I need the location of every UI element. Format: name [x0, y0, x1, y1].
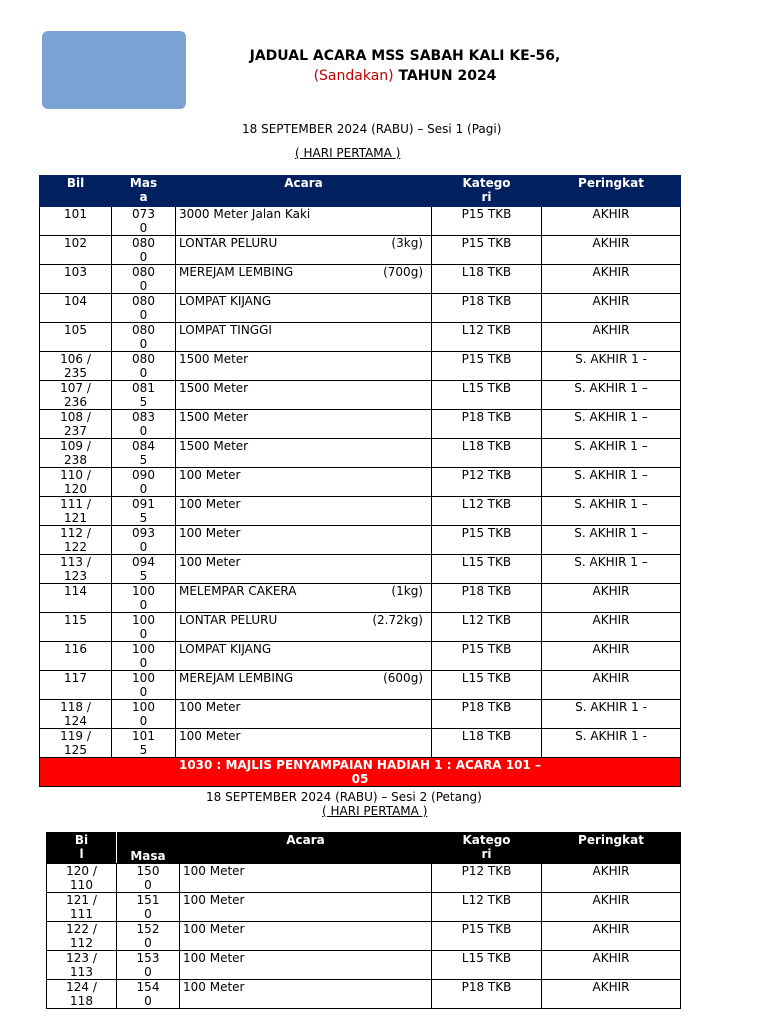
session2-day: ( HARI PERTAMA ) — [322, 804, 428, 818]
cell-kategori: P15 TKB — [432, 922, 542, 951]
cell-kategori: L15 TKB — [432, 951, 542, 980]
cell-acara — [176, 236, 432, 265]
event-weight: (3kg) — [391, 236, 423, 250]
cell-masa: 100 0 — [112, 584, 176, 613]
table-row — [40, 642, 681, 671]
cell-masa: 093 0 — [112, 526, 176, 555]
cell-peringkat: S. AKHIR 1 – — [542, 497, 681, 526]
cell-acara — [176, 642, 432, 671]
logo-placeholder — [42, 31, 186, 109]
cell-masa: 080 0 — [112, 352, 176, 381]
table-row — [40, 700, 681, 729]
cell-kategori: P15 TKB — [432, 207, 542, 236]
cell-bil: 101 — [40, 207, 112, 236]
cell-kategori: L15 TKB — [432, 381, 542, 410]
cell-acara — [176, 555, 432, 584]
table-row — [40, 381, 681, 410]
cell-peringkat: S. AKHIR 1 – — [542, 381, 681, 410]
event-weight: (1kg) — [391, 584, 423, 598]
event-name: 1500 Meter — [179, 352, 249, 366]
cell-acara — [176, 613, 432, 642]
cell-kategori: P18 TKB — [432, 294, 542, 323]
cell-bil: 110 / 120 — [40, 468, 112, 497]
cell-bil: 114 — [40, 584, 112, 613]
cell-acara: 100 Meter — [180, 922, 432, 951]
cell-peringkat: AKHIR — [542, 207, 681, 236]
cell-kategori: P15 TKB — [432, 236, 542, 265]
table-row — [40, 410, 681, 439]
table-row — [40, 555, 681, 584]
header-masa: Masa — [117, 833, 180, 864]
cell-bil: 121 / 111 — [47, 893, 117, 922]
cell-kategori: L12 TKB — [432, 323, 542, 352]
cell-acara — [176, 729, 432, 758]
table-row — [40, 236, 681, 265]
table-header-row — [47, 833, 681, 864]
cell-masa: 152 0 — [117, 922, 180, 951]
table-row — [47, 951, 681, 980]
cell-bil: 112 / 122 — [40, 526, 112, 555]
cell-bil: 105 — [40, 323, 112, 352]
cell-kategori: L12 TKB — [432, 613, 542, 642]
event-weight: (700g) — [383, 265, 423, 279]
cell-kategori: L15 TKB — [432, 555, 542, 584]
award-banner-row — [40, 758, 681, 787]
cell-bil: 122 / 112 — [47, 922, 117, 951]
cell-acara — [176, 439, 432, 468]
cell-peringkat: AKHIR — [542, 893, 681, 922]
cell-masa: 101 5 — [112, 729, 176, 758]
cell-bil: 116 — [40, 642, 112, 671]
header-bil: Bi l — [47, 833, 117, 864]
cell-bil: 109 / 238 — [40, 439, 112, 468]
cell-bil: 123 / 113 — [47, 951, 117, 980]
cell-masa: 154 0 — [117, 980, 180, 1009]
event-name: 100 Meter — [179, 497, 241, 511]
cell-masa: 080 0 — [112, 265, 176, 294]
header-peringkat: Peringkat — [542, 176, 681, 207]
cell-peringkat: AKHIR — [542, 671, 681, 700]
cell-masa: 153 0 — [117, 951, 180, 980]
cell-kategori: L15 TKB — [432, 671, 542, 700]
cell-peringkat: S. AKHIR 1 - — [542, 729, 681, 758]
cell-masa: 100 0 — [112, 613, 176, 642]
table-header-row — [40, 176, 681, 207]
event-name: 100 Meter — [179, 526, 241, 540]
cell-acara — [176, 352, 432, 381]
cell-peringkat: AKHIR — [542, 642, 681, 671]
cell-peringkat: S. AKHIR 1 – — [542, 410, 681, 439]
cell-masa: 094 5 — [112, 555, 176, 584]
event-name: 100 Meter — [179, 700, 241, 714]
cell-acara: 100 Meter — [180, 864, 432, 893]
table-row — [40, 265, 681, 294]
cell-peringkat: AKHIR — [542, 613, 681, 642]
cell-masa: 151 0 — [117, 893, 180, 922]
table-row — [47, 864, 681, 893]
cell-kategori: P12 TKB — [432, 468, 542, 497]
event-name: LOMPAT TINGGI — [179, 323, 272, 337]
event-name: 3000 Meter Jalan Kaki — [179, 207, 311, 221]
cell-bil: 111 / 121 — [40, 497, 112, 526]
cell-bil: 119 / 125 — [40, 729, 112, 758]
table-row — [47, 922, 681, 951]
header-peringkat: Peringkat — [542, 833, 681, 864]
cell-peringkat: AKHIR — [542, 323, 681, 352]
cell-peringkat: S. AKHIR 1 – — [542, 468, 681, 497]
cell-bil: 102 — [40, 236, 112, 265]
cell-bil: 106 / 235 — [40, 352, 112, 381]
table-row — [40, 729, 681, 758]
cell-peringkat: S. AKHIR 1 - — [542, 352, 681, 381]
table-row — [47, 893, 681, 922]
cell-masa: 091 5 — [112, 497, 176, 526]
cell-acara — [176, 526, 432, 555]
table-row — [40, 468, 681, 497]
cell-bil: 117 — [40, 671, 112, 700]
header-masa: Mas a — [112, 176, 176, 207]
page-subtitle — [190, 68, 620, 84]
event-name: LOMPAT KIJANG — [179, 294, 272, 308]
cell-masa: 081 5 — [112, 381, 176, 410]
session2-table — [46, 832, 681, 1009]
event-name: 1500 Meter — [179, 439, 249, 453]
cell-peringkat: S. AKHIR 1 – — [542, 439, 681, 468]
cell-acara — [176, 323, 432, 352]
cell-acara — [176, 410, 432, 439]
cell-peringkat: AKHIR — [542, 294, 681, 323]
table-row — [40, 207, 681, 236]
cell-acara — [176, 671, 432, 700]
cell-peringkat: AKHIR — [542, 236, 681, 265]
cell-peringkat: AKHIR — [542, 584, 681, 613]
table-row — [40, 439, 681, 468]
cell-acara: 100 Meter — [180, 951, 432, 980]
cell-peringkat: AKHIR — [542, 864, 681, 893]
cell-kategori: L18 TKB — [432, 265, 542, 294]
cell-acara: 100 Meter — [180, 893, 432, 922]
event-weight: (2.72kg) — [372, 613, 423, 627]
cell-masa: 100 0 — [112, 700, 176, 729]
event-name: 100 Meter — [179, 729, 241, 743]
table-row — [47, 980, 681, 1009]
table-row — [40, 584, 681, 613]
header-kategori: Katego ri — [432, 833, 542, 864]
cell-bil: 120 / 110 — [47, 864, 117, 893]
event-name: MEREJAM LEMBING — [179, 265, 294, 279]
table-row — [40, 323, 681, 352]
cell-bil: 103 — [40, 265, 112, 294]
cell-peringkat: S. AKHIR 1 - — [542, 700, 681, 729]
cell-kategori: P15 TKB — [432, 352, 542, 381]
event-name: LOMPAT KIJANG — [179, 642, 272, 656]
cell-masa: 083 0 — [112, 410, 176, 439]
cell-acara — [176, 497, 432, 526]
cell-peringkat: AKHIR — [542, 980, 681, 1009]
header-bil: Bil — [40, 176, 112, 207]
header-acara: Acara — [176, 176, 432, 207]
cell-masa: 090 0 — [112, 468, 176, 497]
session1-day: ( HARI PERTAMA ) — [295, 146, 401, 160]
cell-peringkat: AKHIR — [542, 951, 681, 980]
cell-kategori: P18 TKB — [432, 980, 542, 1009]
event-name: LONTAR PELURU — [179, 236, 278, 250]
year-text: TAHUN 2024 — [393, 68, 497, 84]
table-row — [40, 671, 681, 700]
cell-kategori: L12 TKB — [432, 893, 542, 922]
cell-acara — [176, 294, 432, 323]
cell-masa: 080 0 — [112, 236, 176, 265]
cell-acara — [176, 381, 432, 410]
location-text: (Sandakan) — [313, 68, 394, 84]
cell-acara — [176, 265, 432, 294]
page-title: JADUAL ACARA MSS SABAH KALI KE-56, — [249, 48, 561, 64]
cell-kategori: P15 TKB — [432, 642, 542, 671]
cell-bil: 115 — [40, 613, 112, 642]
table-row — [40, 352, 681, 381]
cell-kategori: L18 TKB — [432, 439, 542, 468]
cell-peringkat: S. AKHIR 1 – — [542, 555, 681, 584]
cell-kategori: P18 TKB — [432, 700, 542, 729]
cell-peringkat: AKHIR — [542, 265, 681, 294]
cell-bil: 118 / 124 — [40, 700, 112, 729]
cell-acara: 100 Meter — [180, 980, 432, 1009]
cell-masa: 073 0 — [112, 207, 176, 236]
session2-date: 18 SEPTEMBER 2024 (RABU) – Sesi 2 (Petang) — [206, 790, 482, 804]
session1-table — [39, 175, 681, 787]
cell-bil: 107 / 236 — [40, 381, 112, 410]
event-weight: (600g) — [383, 671, 423, 685]
event-name: MELEMPAR CAKERA — [179, 584, 297, 598]
event-name: 1500 Meter — [179, 381, 249, 395]
cell-bil: 104 — [40, 294, 112, 323]
cell-masa: 100 0 — [112, 671, 176, 700]
cell-acara — [176, 700, 432, 729]
cell-kategori: P15 TKB — [432, 526, 542, 555]
cell-kategori: P18 TKB — [432, 584, 542, 613]
cell-peringkat: S. AKHIR 1 – — [542, 526, 681, 555]
session1-date: 18 SEPTEMBER 2024 (RABU) – Sesi 1 (Pagi) — [242, 122, 502, 136]
cell-acara — [176, 207, 432, 236]
cell-bil: 124 / 118 — [47, 980, 117, 1009]
table-row — [40, 294, 681, 323]
cell-masa: 150 0 — [117, 864, 180, 893]
event-name: 100 Meter — [179, 555, 241, 569]
cell-masa: 080 0 — [112, 294, 176, 323]
cell-masa: 080 0 — [112, 323, 176, 352]
event-name: LONTAR PELURU — [179, 613, 278, 627]
cell-kategori: L18 TKB — [432, 729, 542, 758]
cell-kategori: L12 TKB — [432, 497, 542, 526]
event-name: 1500 Meter — [179, 410, 249, 424]
cell-masa: 100 0 — [112, 642, 176, 671]
cell-acara — [176, 468, 432, 497]
event-name: 100 Meter — [179, 468, 241, 482]
table-row — [40, 497, 681, 526]
cell-bil: 108 / 237 — [40, 410, 112, 439]
header-kategori: Katego ri — [432, 176, 542, 207]
cell-bil: 113 / 123 — [40, 555, 112, 584]
cell-peringkat: AKHIR — [542, 922, 681, 951]
event-name: MEREJAM LEMBING — [179, 671, 294, 685]
cell-kategori: P18 TKB — [432, 410, 542, 439]
cell-masa: 084 5 — [112, 439, 176, 468]
header-acara: Acara — [180, 833, 432, 864]
award-banner: 1030 : MAJLIS PENYAMPAIAN HADIAH 1 : ACARA 101 – 05 — [40, 758, 681, 787]
table-row — [40, 526, 681, 555]
cell-kategori: P12 TKB — [432, 864, 542, 893]
table-row — [40, 613, 681, 642]
cell-acara — [176, 584, 432, 613]
